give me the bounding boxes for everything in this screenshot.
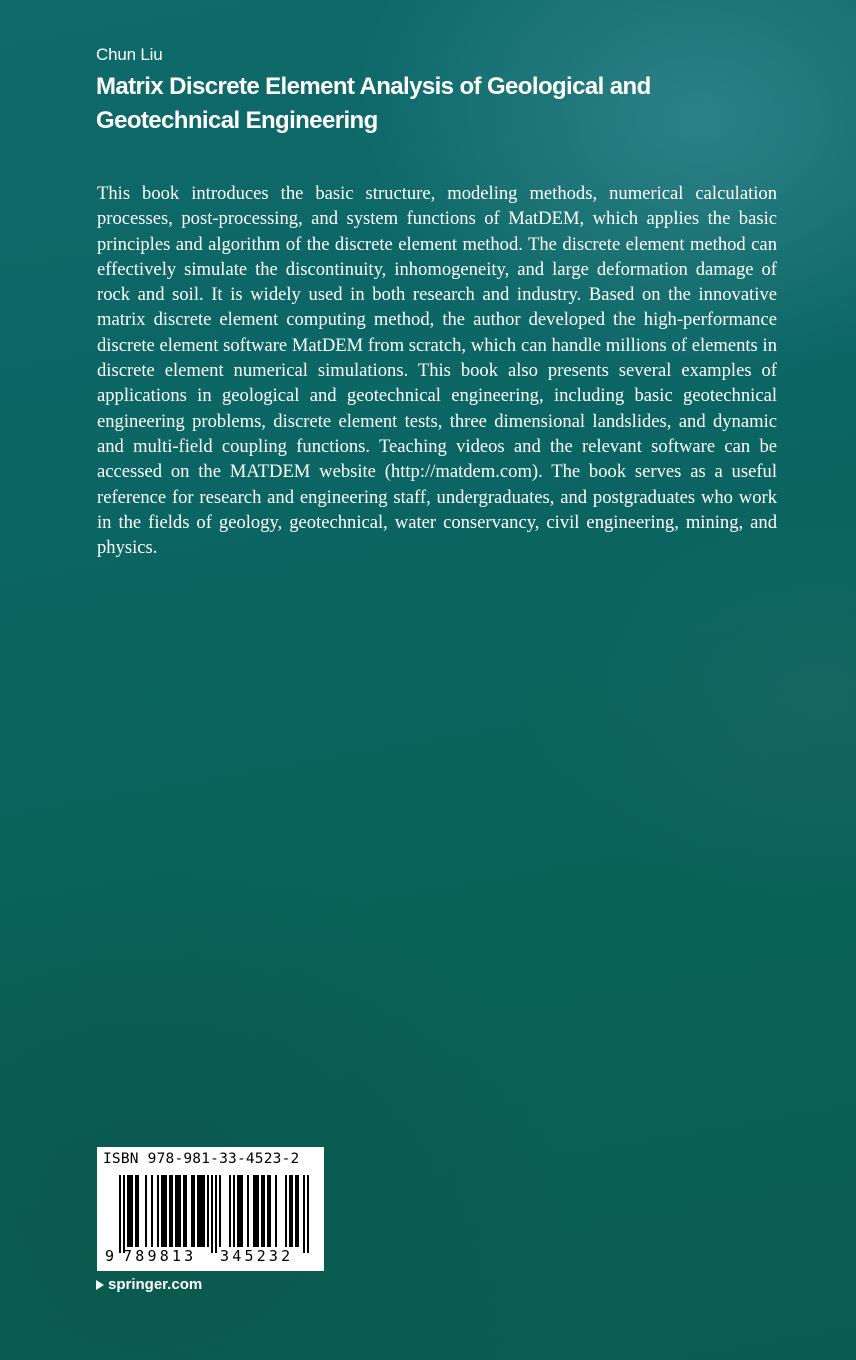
isbn-label: ISBN 978-981-33-4523-2 — [103, 1151, 300, 1167]
barcode-bar — [219, 1175, 221, 1247]
barcode-bar — [229, 1175, 231, 1247]
barcode-bar — [303, 1175, 305, 1253]
barcode-graphic — [97, 1175, 324, 1253]
barcode-bar — [285, 1175, 287, 1247]
barcode-bar — [297, 1175, 299, 1247]
barcode-bar — [193, 1175, 195, 1247]
barcode-bar — [247, 1175, 249, 1247]
barcode-bar — [215, 1175, 217, 1253]
barcode-bar — [165, 1175, 167, 1247]
author-name: Chun Liu — [96, 45, 163, 64]
barcode-bar — [241, 1175, 243, 1247]
barcode-bar — [201, 1175, 203, 1247]
barcode-bar — [183, 1175, 185, 1247]
barcode-bar — [197, 1175, 199, 1247]
barcode-bar — [257, 1175, 259, 1247]
barcode-bar — [157, 1175, 159, 1247]
barcode-bar — [237, 1175, 239, 1247]
barcode-bar — [203, 1175, 205, 1247]
barcode-bar — [289, 1175, 291, 1247]
barcode-bar — [291, 1175, 293, 1247]
barcode-digits-right: 345232 — [220, 1247, 294, 1265]
barcode-bar — [261, 1175, 263, 1247]
barcode-bar — [185, 1175, 187, 1247]
barcode-bar — [307, 1175, 309, 1253]
publisher-link[interactable] — [96, 1276, 202, 1293]
barcode-bar — [233, 1175, 235, 1247]
barcode-digits-left: 789813 — [123, 1247, 197, 1265]
barcode-bar — [269, 1175, 271, 1247]
barcode-bar — [255, 1175, 257, 1247]
barcode-bar — [211, 1175, 213, 1253]
isbn-barcode-box — [97, 1147, 324, 1271]
barcode-bar — [207, 1175, 209, 1247]
barcode-bar — [295, 1175, 297, 1247]
barcode-bar — [175, 1175, 177, 1247]
barcode-bar — [177, 1175, 179, 1247]
barcode-bar — [163, 1175, 165, 1247]
barcode-bar — [267, 1175, 269, 1247]
barcode-bar — [151, 1175, 153, 1247]
triangle-right-icon — [96, 1280, 104, 1290]
barcode-bar — [263, 1175, 265, 1247]
barcode-bar — [131, 1175, 133, 1247]
barcode-digits — [97, 1247, 324, 1267]
barcode-digit-first: 9 — [105, 1247, 115, 1265]
barcode-bar — [137, 1175, 139, 1247]
barcode-bar — [127, 1175, 129, 1247]
barcode-bar — [123, 1175, 125, 1253]
book-description: This book introduces the basic structure, modeling methods, numerical calculation processes, post-processing, and system functions of MatDEM, which applies the basic principles and algorithm of the discrete element method. The discrete element method can effectively simulate the discontinuity, inhomogeneity, and large deformation damage of rock and soil. It is widely used in both research and industry. Based on the innovative matrix discrete element computing method, the author developed the high-performance discrete element software MatDEM from scratch, which can handle millions of elements in discrete element numerical simulations. This book also presents several examples of applications in geological and geotechnical engineering, including basic geotechnical engineering problems, discrete element tests, three dimensional landslides, and dynamic and multi-field coupling functions. Teaching videos and the relevant software can be accessed on the MATDEM website (http://matdem.com). The book serves as a useful reference for research and engineering staff, undergraduates, and postgraduates who work in the fields of geology, geotechnical, water conservancy, civil engineering, mining, and physics. — [97, 183, 777, 559]
barcode-bar — [119, 1175, 121, 1253]
barcode-bar — [135, 1175, 137, 1247]
barcode-bar — [253, 1175, 255, 1247]
barcode-bar — [169, 1175, 171, 1247]
barcode-bar — [239, 1175, 241, 1247]
barcode-bar — [171, 1175, 173, 1247]
barcode-bar — [275, 1175, 277, 1247]
barcode-bar — [145, 1175, 147, 1247]
barcode-bar — [129, 1175, 131, 1247]
barcode-bar — [199, 1175, 201, 1247]
barcode-bar — [161, 1175, 163, 1247]
publisher-url: springer.com — [108, 1276, 203, 1293]
book-title: Matrix Discrete Element Analysis of Geological and Geotechnical Engineering — [96, 73, 651, 134]
barcode-bar — [179, 1175, 181, 1247]
barcode-bar — [191, 1175, 193, 1247]
